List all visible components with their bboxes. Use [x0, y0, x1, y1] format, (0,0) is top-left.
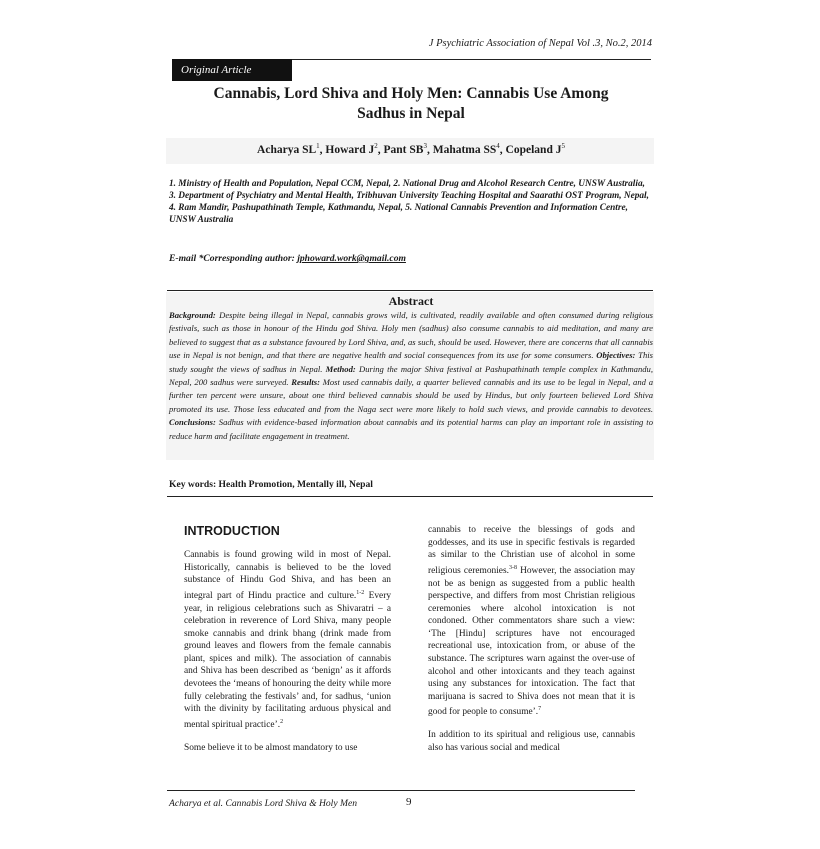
author: Acharya $SL^1$,	[257, 142, 326, 156]
footer-running-title: Acharya et al. Cannabis Lord Shiva & Holy Men	[169, 798, 358, 809]
paragraph: cannabis to receive the blessings of gods and goddesses, and its use in specific festivals is regarded as similar to the Christian use of alcohol in some religious ceremonies.$^{3-8}$ However, the association may not be as benign as suggested from a public health perspective, and differs from most Christian religious ceremonies where alcohol intoxication is not condoned. Other commentators share such a view: ‘The [Hindu] scriptures have not encouraged recreational use, intoxication from, or abuse of the substance. The scriptures warn against the over-use of alcohol and other intoxicants and they teach against using any substances for intoxication. The fact that marijuana is sacred to Shiva does not mean that it is good for people to consume’.$^7$	[428, 525, 636, 718]
body-column-left	[184, 549, 391, 754]
abstract-body: Background: Despite being illegal in Nepal, cannabis grows wild, is cultivated, readily available and often consumed during religious festivals, such as those in honour of the Hindu god Shiva. Holy men (sadhus) also consume cannabis to aid meditation, and many are believed to suggest that as a substance favoured by Lord Shiva, and, as such, should be used. However, there are concerns that all cannabis use in Nepal is not benign, and that there are negative health and social consequences from its use for some consumers. Objectives: This study sought the views of sadhus in Nepal. Method: During the major Shiva festival at Pashupathinath temple complex in Kathmandu, Nepal, 200 sadhus were surveyed. Results: Most used cannabis daily, a quarter believed cannabis and its use to be legal in Nepal, and a further ten percent were unsure, about one third believed cannabis should be used by Hindus, but only fourteen believed Lord Shiva promoted its use. Those less educated and from the Naga sect were more likely to hold such views, and provide cannabis to devotees. Conclusions: Sadhus with evidence-based information about cannabis and its potential harms can play an important role in assisting to reduce harm and facilitate engagement in treatment.	[169, 310, 653, 441]
introduction-heading: INTRODUCTION	[184, 524, 280, 538]
article-title	[172, 84, 650, 124]
body-column-right	[428, 524, 635, 754]
author-list	[172, 142, 650, 156]
author: Mahatma $SS^4$,	[432, 142, 506, 156]
header-rule	[292, 59, 651, 60]
affiliations: 1. Ministry of Health and Population, Nepal CCM, Nepal, 2. National Drug and Alcohol Research Centre, UNSW Australia, 3. Department of Psychiatry and Mental Health, Tribhuvan University Teaching Hospital and Saarathi OST Program, Nepal, 4. Ram Mandir, Pashupathinath Temple, Kathmandu, Nepal, 5. National Cannabis Prevention and Information Centre, UNSW Australia	[169, 179, 649, 225]
footer-rule	[167, 790, 635, 791]
title-line-2: Sadhus in Nepal	[357, 105, 465, 122]
email-label: E-mail *Corresponding author:	[169, 253, 298, 264]
email-link[interactable]: jphoward.work@gmail.com	[297, 253, 406, 264]
journal-header: J Psychiatric Association of Nepal Vol .3, No.2, 2014	[428, 38, 652, 49]
author: Copeland $J^5$	[505, 142, 565, 156]
author: Pant $SB^3$,	[383, 142, 433, 156]
corresponding-email	[169, 253, 653, 264]
paragraph: Cannabis is found growing wild in most of Nepal. Historically, cannabis is believed to be the loved substance of Hindu God Shiva, and has been an integral part of Hindu practice and culture.$^{1-2}$ Every year, in religious celebrations such as Shivaratri – a celebration in reverence of Lord Shiva, many people smoke cannabis and drink bhang (drink made from ground leaves and flowers from the female cannabis plant, spices and milk). The association of cannabis and Shiva has been described as ‘benign’ as it affords devotees the ‘means of honouring the deity while more fully celebrating the festivals’ and, for sadhus, ‘union with the divinity by facilitating arduous physical and mental spiritual practice’.$^2$	[184, 550, 392, 730]
page-number: 9	[406, 796, 412, 808]
title-line-1: Cannabis, Lord Shiva and Holy Men: Cannabis Use Among	[213, 85, 609, 102]
keywords-bottom-rule	[167, 496, 653, 497]
article-type-tag: Original Article	[172, 59, 292, 81]
paragraph: Some believe it to be almost mandatory to use	[184, 742, 358, 753]
abstract-top-rule	[167, 290, 653, 291]
keywords: Key words: Health Promotion, Mentally ill, Nepal	[169, 479, 373, 490]
author: Howard $J^2$,	[325, 142, 384, 156]
abstract-heading: Abstract	[388, 294, 434, 308]
paragraph: In addition to its spiritual and religious use, cannabis also has various social and medical	[428, 730, 635, 753]
